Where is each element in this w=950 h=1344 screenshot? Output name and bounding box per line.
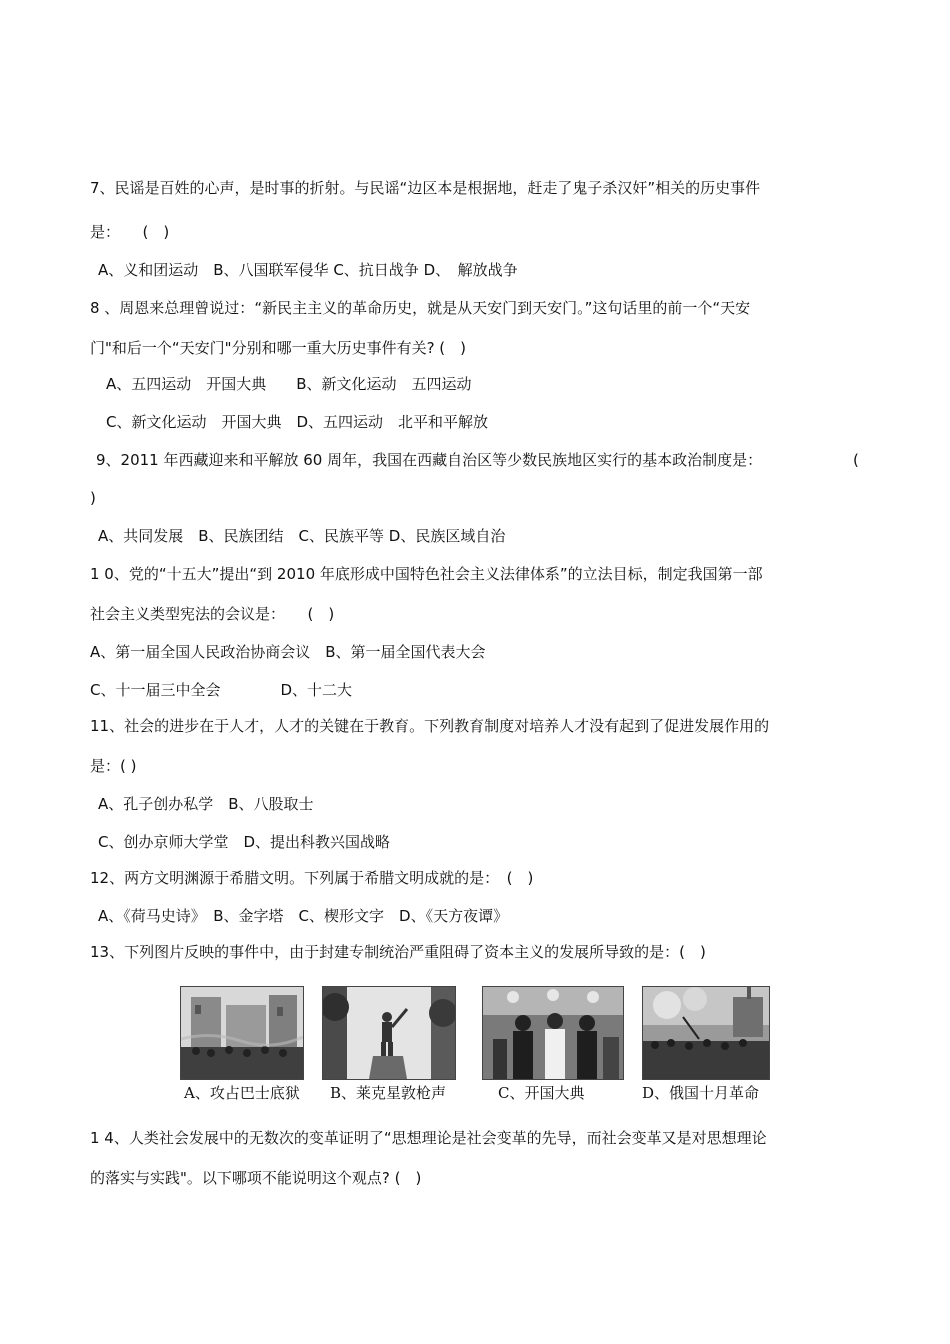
- q14-stem-line2: 的落实与实践"。以下哪项不能说明这个观点? ( ): [90, 1169, 422, 1187]
- q8-options-cd: C、新文化运动 开国大典 D、五四运动 北平和平解放: [106, 413, 489, 431]
- q11-options-cd: C、创办京师大学堂 D、提出科教兴国战略: [98, 833, 391, 851]
- q11-stem-line1: 11、社会的进步在于人才，人才的关键在于教育。下列教育制度对培养人才没有起到了促进发展作用的: [90, 717, 770, 735]
- q8-options-ab: A、五四运动 开国大典 B、新文化运动 五四运动: [106, 375, 472, 393]
- q7-stem-line1: 7、民谣是百姓的心声，是时事的折射。与民谣“边区本是根据地，赶走了鬼子杀汉奸”相关的历史事件: [90, 179, 761, 197]
- q13-figure-row: [180, 986, 780, 1106]
- caption-d: D、俄国十月革命: [642, 1084, 760, 1102]
- q10-stem-line1: 1 0、党的“十五大”提出“到 2010 年底形成中国特色社会主义法律体系”的立法目标，制定我国第一部: [90, 565, 763, 583]
- q13-stem: 13、下列图片反映的事件中，由于封建专制统治严重阻碍了资本主义的发展所导致的是：( ): [90, 943, 706, 961]
- photo-lexington: [322, 986, 456, 1080]
- q14-stem-line1: 1 4、人类社会发展中的无数次的变革证明了“思想理论是社会变革的先导，而社会变革又是对思想理论: [90, 1129, 767, 1147]
- photo-founding-ceremony: [482, 986, 624, 1080]
- q8-stem-line2: 门"和后一个“天安门"分别和哪一重大历史事件有关? ( ): [90, 339, 467, 357]
- caption-a: A、攻占巴士底狱: [184, 1084, 300, 1102]
- caption-c: C、开国大典: [498, 1084, 585, 1102]
- q12-options: A、《荷马史诗》 B、金字塔 C、楔形文字 D、《天方夜谭》: [98, 907, 509, 925]
- q10-options-cd: C、十一届三中全会 D、十二大: [90, 681, 353, 699]
- q8-stem-line1: 8 、周恩来总理曾说过：“新民主主义的革命历史，就是从天安门到天安门。”这句话里的前一个“天安: [90, 299, 751, 317]
- q10-stem-line2: 社会主义类型宪法的会议是： ( ): [90, 605, 335, 623]
- q7-stem-line2: 是： ( ): [90, 223, 170, 241]
- q11-options-ab: A、孔子创办私学 B、八股取士: [98, 795, 314, 813]
- q10-options-ab: A、第一届全国人民政治协商会议 B、第一届全国代表大会: [90, 643, 486, 661]
- q7-options: A、义和团运动 B、八国联军侵华 C、抗日战争 D、 解放战争: [98, 261, 518, 279]
- q9-stem-line2: ): [90, 489, 96, 507]
- photo-bastille: [180, 986, 304, 1080]
- q9-paren-open: (: [853, 451, 859, 469]
- q12-stem: 12、两方文明渊源于希腊文明。下列属于希腊文明成就的是： ( ): [90, 869, 534, 887]
- q9-stem-line1: 9、2011 年西藏迎来和平解放 60 周年，我国在西藏自治区等少数民族地区实行的基本政治制度是：: [96, 451, 763, 469]
- q11-stem-line2: 是：( ): [90, 757, 137, 775]
- photo-october-revolution: [642, 986, 770, 1080]
- q9-options: A、共同发展 B、民族团结 C、民族平等 D、民族区域自治: [98, 527, 506, 545]
- caption-b: B、莱克星敦枪声: [330, 1084, 447, 1102]
